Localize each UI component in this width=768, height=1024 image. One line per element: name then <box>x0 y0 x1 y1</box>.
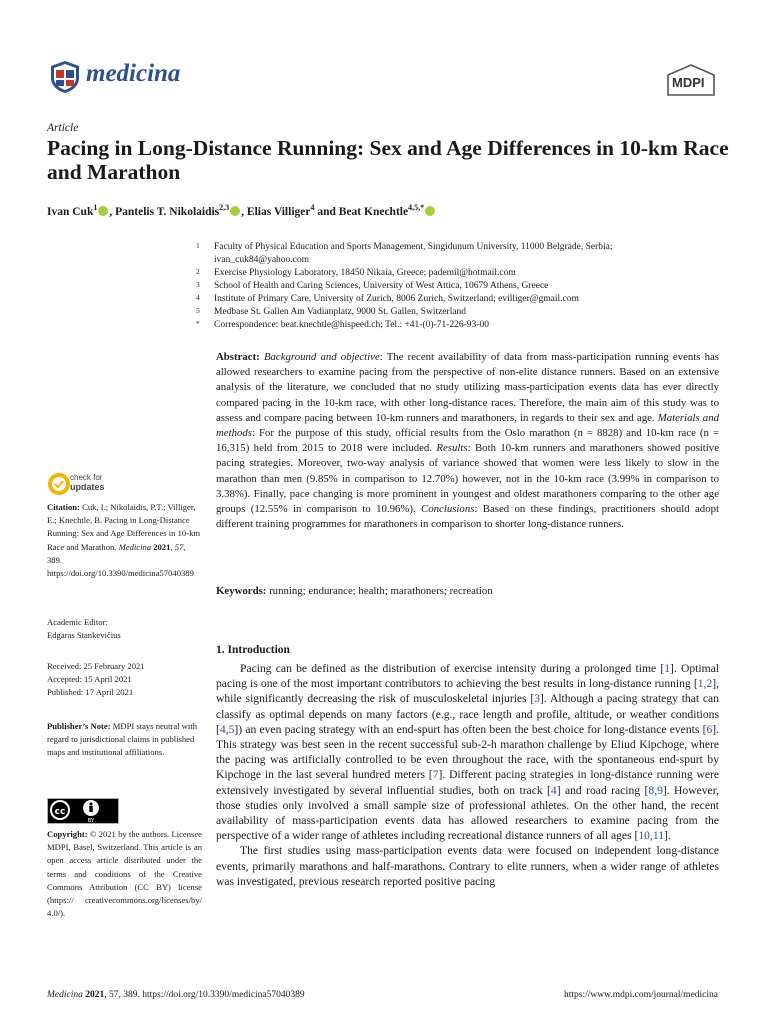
ref-link[interactable]: 4 <box>550 783 557 797</box>
intro-paragraph-2: The first studies using mass-participation events data were focused on independent long-distance events, primarily marathons and half-marathons. Contrary to elite runners, when a wider range of athletes was investigated, previous research reported positive pacing <box>216 844 719 888</box>
keywords <box>216 585 719 597</box>
citation-journal: Medicina <box>118 541 152 552</box>
editor-name: Edgaras Stankevičius <box>47 630 121 640</box>
text: ]. However, those studies only involved a small sample size of professional athletes. On the other hand, the recent availability of mass-participation events data has allowed researchers to examine pacing from the perspective of a wider range of athletes including recreational distance runners of all ages [ <box>216 783 719 843</box>
author-sup: 4,5,* <box>408 203 425 212</box>
ref-link[interactable]: 8,9 <box>648 783 663 797</box>
aff-mark: 3 <box>196 280 200 289</box>
orcid-icon[interactable] <box>425 206 435 216</box>
abstract-mm-label: Materials and methods <box>216 411 719 440</box>
affiliation <box>196 241 719 254</box>
article-title: Pacing in Long-Distance Running: Sex and Age Differences in 10-km Race and Marathon <box>47 136 729 184</box>
text: ]. Different pacing strategies in long-distance running were extensively investigated by several influential studies, both on track [ <box>216 768 720 797</box>
aff-mark: 1 <box>196 241 200 250</box>
aff-email-link[interactable]: ivan_cuk84@yahoo.com <box>214 255 310 265</box>
copyright-label: Copyright: <box>47 829 88 839</box>
check-updates-icon <box>47 472 71 496</box>
abstract-label: Abstract: <box>216 351 260 363</box>
text: ]. Although a pacing strategy that can classify as optimal depends on many factors (e.g., race length and profile, altitude, or weather conditions [ <box>216 692 719 736</box>
text: Pacing can be defined as the distribution of exercise intensity during a prolonged time [ <box>240 662 665 675</box>
correspondence: Correspondence: beat.knechtle@hispeed.ch; Tel.: +41-(0)-71-226-93-00 <box>214 320 489 330</box>
abstract-res-text: : Both 10-km runners and marathoners showed positive pacing strategies. Moreover, two-way analysis of variance showed that women were less likely to slow in the marathon than men (9.85% in comparison to 12.70%) however, not in the 10-km race (3.99% in comparison to 3.38%). Finally, pace changing is more prominent in youngest and oldest marathoners comparing to the other age groups (12.55% in comparison to 10.96%). <box>216 442 719 516</box>
orcid-icon[interactable] <box>230 206 240 216</box>
abstract-bg-text: : The recent availability of data from mass-participation running events has allowed researchers to examine pacing from the perspective of non-elite distance runners. Based on an extensive analysis of the literature, we concluded that no study utilizing mass-participation events data has ever directly compared pacing in the 10-km race, with other long-distance races. Therefore, the main aim of this study was to assess and compare pacing between 10-km runners and marathoners, in regards to their sex and age. <box>216 351 720 424</box>
abstract-conc-label: Conclusions <box>421 503 475 516</box>
aff-text: School of Health and Caring Sciences, University of West Attica, 10679 Athens, Greece <box>214 281 549 291</box>
check-for-updates-button[interactable] <box>47 470 127 498</box>
ref-link[interactable]: 7 <box>432 768 439 782</box>
ref-link[interactable]: 4,5 <box>219 722 235 736</box>
affiliation <box>196 306 719 319</box>
text: ], while significantly decreasing the risk of musculoskeletal injuries [ <box>216 677 719 706</box>
editor-label: Academic Editor: <box>47 617 108 627</box>
author-name: Pantelis T. Nikolaidis <box>115 205 220 218</box>
aff-mark: 4 <box>196 293 200 302</box>
citation-label: Citation: <box>47 502 80 512</box>
affiliation <box>196 280 719 293</box>
author-sep: and <box>314 205 339 218</box>
cc-by-label: BY <box>87 818 95 824</box>
section-heading: 1. Introduction <box>216 644 290 656</box>
affiliation <box>196 267 719 280</box>
citation-year: 2021 <box>151 541 171 552</box>
footer-journal-url[interactable]: https://www.mdpi.com/journal/medicina <box>564 990 718 1000</box>
svg-text:cc: cc <box>54 807 66 817</box>
ref-link[interactable]: 3 <box>534 692 541 706</box>
intro-body <box>216 661 719 889</box>
orcid-icon[interactable] <box>98 206 108 216</box>
accepted-date: Accepted: 15 April 2021 <box>47 674 132 684</box>
affiliation <box>196 293 719 306</box>
copyright-text: © 2021 by the authors. Licensee MDPI, Basel, Switzerland. This article is an open access article distributed under the terms and conditions of the Creative Commons Attribution (CC BY) license (https:// creativecommons.org/licenses/by/ 4.0/). <box>47 829 202 919</box>
check-label-bottom: updates <box>70 482 105 492</box>
abstract-bg-label: Background and objective <box>263 351 380 363</box>
medicina-logo-icon <box>49 60 81 94</box>
author-list <box>47 203 436 218</box>
text: ]. Optimal pacing is one of the most important contributors to achieving the best results in long-distance running [ <box>216 662 719 691</box>
author-name: Beat Knechtle <box>338 205 409 218</box>
author-sep: , <box>241 205 247 218</box>
author-sep: , <box>109 205 116 218</box>
aff-text: Medbase St. Gallen Am Vadianplatz, 9000 St. Gallen, Switzerland <box>214 307 467 317</box>
citation-doi[interactable]: , 389. https://doi.org/10.3390/medicina57040389 <box>47 541 194 579</box>
footer-journal: Medicina <box>47 990 83 1000</box>
author-sup: 1 <box>93 203 98 212</box>
affiliation <box>214 254 719 267</box>
publisher-name: MDPI <box>672 75 705 90</box>
ref-link[interactable]: 6 <box>706 722 713 736</box>
ref-link[interactable]: 10,11 <box>638 829 665 843</box>
text: ]. <box>664 829 671 843</box>
received-date: Received: 25 February 2021 <box>47 661 145 671</box>
keywords-label: Keywords: <box>216 585 267 597</box>
aff-mark: 2 <box>196 267 200 276</box>
check-label-top: check for <box>70 473 103 482</box>
author-name: Ivan Cuk <box>47 205 94 218</box>
aff-text: Institute of Primary Care, University of Zurich, 8006 Zurich, Switzerland; evilliger@gmail.com <box>214 294 579 304</box>
journal-name: medicina <box>86 60 181 87</box>
affiliation <box>196 319 719 332</box>
ref-link[interactable]: 1 <box>664 662 671 675</box>
publisher-note-label: Publisher’s Note: <box>47 721 111 731</box>
text: ] and road racing [ <box>556 783 649 797</box>
text: ]. This strategy was best seen in the recent successful sub-2-h marathon challenge by Eliud Kipchoge, where the pacing was artificially controlled to be even throughout the race, with the spontaneous end-spurt by Kipchoge in the last several hundred meters [ <box>216 722 719 782</box>
abstract <box>216 350 719 532</box>
published-date: Published: 17 April 2021 <box>47 687 134 697</box>
keywords-text: running; endurance; health; marathoners; recreation <box>266 585 493 597</box>
aff-text: Exercise Physiology Laboratory, 18450 Nikaia, Greece; pademil@hotmail.com <box>214 268 516 278</box>
intro-paragraph-1 <box>216 661 719 843</box>
abstract-res-label: Results <box>436 442 468 455</box>
footer-doi[interactable]: , 57, 389. https://doi.org/10.3390/medicina57040389 <box>104 990 305 1000</box>
abstract-conc-text: : Based on these findings, practitioners should adopt different training programmes for marathoners in comparison to shorter long-distance runners. <box>216 503 719 531</box>
aff-mark: * <box>196 319 200 328</box>
footer-year: 2021 <box>82 990 105 1000</box>
citation-text: Cuk, I.; Nikolaidis, P.T.; Villiger, E.; Knechtle, B. Pacing in Long-Distance Running: Sex and Age Differences in 10-km Race and Marathon. <box>47 502 201 552</box>
author-sup: 2,3 <box>219 203 230 212</box>
aff-text: Faculty of Physical Education and Sports Management, Singidunum University, 11000 Belgrade, Serbia; <box>214 242 613 252</box>
publisher-note <box>47 720 202 760</box>
article-type: Article <box>47 122 79 134</box>
text: ]) an even pacing strategy with an end-spurt has often been the best choice for long-distance events [ <box>234 722 707 736</box>
abstract-mm-text: : For the purpose of this study, official results from the Oslo marathon (n = 8828) and 10-km race (n = 16,315) held from 2015 to 2018 were included. <box>216 427 719 455</box>
publisher-note-text: MDPI stays neutral with regard to jurisdictional claims in published maps and institutional affiliations. <box>47 721 197 758</box>
citation-block <box>47 501 202 580</box>
cc-by-license-icon[interactable] <box>47 798 119 824</box>
ref-link[interactable]: 1,2 <box>697 677 713 691</box>
footer-citation <box>47 990 305 1000</box>
aff-mark: 5 <box>196 306 200 315</box>
author-sup: 4 <box>310 203 315 212</box>
copyright-block <box>47 828 202 920</box>
citation-volume: , 57 <box>170 541 184 552</box>
author-name: Elias Villiger <box>246 205 311 218</box>
